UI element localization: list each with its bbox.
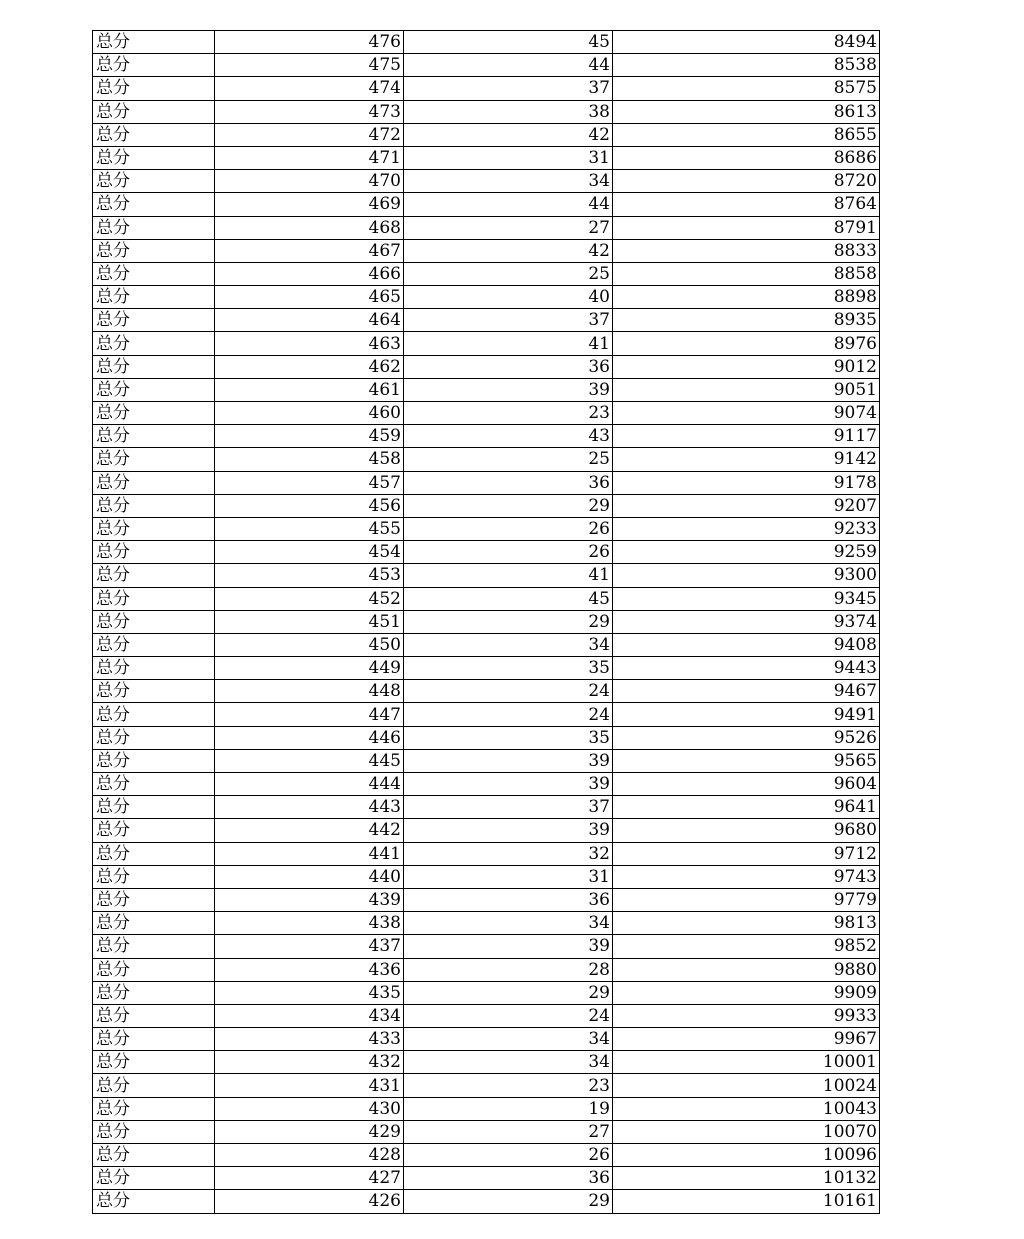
table-row — [93, 402, 880, 425]
count-cell: 44 — [404, 54, 613, 77]
table-row — [93, 309, 880, 332]
count-cell: 32 — [404, 842, 613, 865]
table-row — [93, 564, 880, 587]
category-cell: 总分 — [93, 448, 215, 471]
category-cell: 总分 — [93, 610, 215, 633]
table-row — [93, 1028, 880, 1051]
score-cell: 476 — [215, 31, 404, 54]
count-cell: 29 — [404, 981, 613, 1004]
count-cell: 29 — [404, 1190, 613, 1213]
cumulative-count-cell: 10096 — [613, 1144, 880, 1167]
score-cell: 468 — [215, 216, 404, 239]
count-cell: 36 — [404, 355, 613, 378]
cumulative-count-cell: 9779 — [613, 888, 880, 911]
category-cell: 总分 — [93, 355, 215, 378]
cumulative-count-cell: 9743 — [613, 865, 880, 888]
table-row — [93, 471, 880, 494]
score-table-body — [93, 31, 880, 1214]
category-cell: 总分 — [93, 564, 215, 587]
cumulative-count-cell: 9933 — [613, 1004, 880, 1027]
table-row — [93, 100, 880, 123]
table-row — [93, 703, 880, 726]
table-row — [93, 448, 880, 471]
cumulative-count-cell: 10161 — [613, 1190, 880, 1213]
cumulative-count-cell: 9604 — [613, 773, 880, 796]
score-cell: 438 — [215, 912, 404, 935]
count-cell: 35 — [404, 657, 613, 680]
score-cell: 439 — [215, 888, 404, 911]
count-cell: 34 — [404, 633, 613, 656]
table-row — [93, 633, 880, 656]
cumulative-count-cell: 8935 — [613, 309, 880, 332]
cumulative-count-cell: 8833 — [613, 239, 880, 262]
cumulative-count-cell: 8494 — [613, 31, 880, 54]
count-cell: 42 — [404, 239, 613, 262]
count-cell: 37 — [404, 796, 613, 819]
score-cell: 444 — [215, 773, 404, 796]
table-row — [93, 239, 880, 262]
category-cell: 总分 — [93, 517, 215, 540]
table-row — [93, 1097, 880, 1120]
score-cell: 436 — [215, 958, 404, 981]
score-cell: 441 — [215, 842, 404, 865]
table-row — [93, 123, 880, 146]
score-cell: 472 — [215, 123, 404, 146]
category-cell: 总分 — [93, 981, 215, 1004]
cumulative-count-cell: 9117 — [613, 425, 880, 448]
score-cell: 433 — [215, 1028, 404, 1051]
count-cell: 42 — [404, 123, 613, 146]
table-row — [93, 170, 880, 193]
category-cell: 总分 — [93, 193, 215, 216]
score-cell: 456 — [215, 494, 404, 517]
table-row — [93, 494, 880, 517]
count-cell: 38 — [404, 100, 613, 123]
count-cell: 26 — [404, 517, 613, 540]
category-cell: 总分 — [93, 1004, 215, 1027]
score-cell: 448 — [215, 680, 404, 703]
score-cell: 463 — [215, 332, 404, 355]
score-cell: 449 — [215, 657, 404, 680]
category-cell: 总分 — [93, 309, 215, 332]
cumulative-count-cell: 9443 — [613, 657, 880, 680]
score-cell: 455 — [215, 517, 404, 540]
count-cell: 23 — [404, 402, 613, 425]
score-cell: 473 — [215, 100, 404, 123]
category-cell: 总分 — [93, 146, 215, 169]
cumulative-count-cell: 9813 — [613, 912, 880, 935]
category-cell: 总分 — [93, 123, 215, 146]
count-cell: 43 — [404, 425, 613, 448]
category-cell: 总分 — [93, 865, 215, 888]
count-cell: 37 — [404, 77, 613, 100]
table-row — [93, 378, 880, 401]
category-cell: 总分 — [93, 471, 215, 494]
cumulative-count-cell: 9641 — [613, 796, 880, 819]
cumulative-count-cell: 9233 — [613, 517, 880, 540]
count-cell: 34 — [404, 912, 613, 935]
cumulative-count-cell: 9074 — [613, 402, 880, 425]
table-row — [93, 193, 880, 216]
count-cell: 41 — [404, 564, 613, 587]
category-cell: 总分 — [93, 633, 215, 656]
score-cell: 429 — [215, 1120, 404, 1143]
count-cell: 25 — [404, 448, 613, 471]
cumulative-count-cell: 10043 — [613, 1097, 880, 1120]
category-cell: 总分 — [93, 726, 215, 749]
category-cell: 总分 — [93, 657, 215, 680]
category-cell: 总分 — [93, 888, 215, 911]
category-cell: 总分 — [93, 332, 215, 355]
count-cell: 39 — [404, 819, 613, 842]
score-cell: 446 — [215, 726, 404, 749]
score-cell: 428 — [215, 1144, 404, 1167]
score-cell: 458 — [215, 448, 404, 471]
count-cell: 24 — [404, 680, 613, 703]
table-row — [93, 1120, 880, 1143]
category-cell: 总分 — [93, 170, 215, 193]
cumulative-count-cell: 8538 — [613, 54, 880, 77]
score-cell: 454 — [215, 541, 404, 564]
table-row — [93, 842, 880, 865]
cumulative-count-cell: 9345 — [613, 587, 880, 610]
table-row — [93, 1144, 880, 1167]
count-cell: 39 — [404, 378, 613, 401]
cumulative-count-cell: 9051 — [613, 378, 880, 401]
table-row — [93, 610, 880, 633]
count-cell: 24 — [404, 1004, 613, 1027]
table-row — [93, 332, 880, 355]
category-cell: 总分 — [93, 216, 215, 239]
cumulative-count-cell: 9300 — [613, 564, 880, 587]
cumulative-count-cell: 9565 — [613, 749, 880, 772]
score-cell: 445 — [215, 749, 404, 772]
score-cell: 442 — [215, 819, 404, 842]
score-cell: 475 — [215, 54, 404, 77]
score-cell: 471 — [215, 146, 404, 169]
category-cell: 总分 — [93, 912, 215, 935]
category-cell: 总分 — [93, 680, 215, 703]
score-cell: 470 — [215, 170, 404, 193]
count-cell: 31 — [404, 865, 613, 888]
score-distribution-table — [92, 30, 880, 1214]
table-row — [93, 796, 880, 819]
score-cell: 447 — [215, 703, 404, 726]
cumulative-count-cell: 10001 — [613, 1051, 880, 1074]
table-row — [93, 912, 880, 935]
cumulative-count-cell: 9852 — [613, 935, 880, 958]
count-cell: 45 — [404, 587, 613, 610]
count-cell: 19 — [404, 1097, 613, 1120]
category-cell: 总分 — [93, 1190, 215, 1213]
cumulative-count-cell: 9909 — [613, 981, 880, 1004]
count-cell: 34 — [404, 170, 613, 193]
category-cell: 总分 — [93, 239, 215, 262]
cumulative-count-cell: 8613 — [613, 100, 880, 123]
cumulative-count-cell: 9259 — [613, 541, 880, 564]
cumulative-count-cell: 10070 — [613, 1120, 880, 1143]
score-cell: 452 — [215, 587, 404, 610]
category-cell: 总分 — [93, 935, 215, 958]
category-cell: 总分 — [93, 1051, 215, 1074]
category-cell: 总分 — [93, 1120, 215, 1143]
category-cell: 总分 — [93, 1074, 215, 1097]
table-row — [93, 657, 880, 680]
table-row — [93, 31, 880, 54]
score-cell: 440 — [215, 865, 404, 888]
table-row — [93, 981, 880, 1004]
score-cell: 426 — [215, 1190, 404, 1213]
score-cell: 443 — [215, 796, 404, 819]
count-cell: 35 — [404, 726, 613, 749]
table-row — [93, 216, 880, 239]
score-cell: 432 — [215, 1051, 404, 1074]
count-cell: 27 — [404, 1120, 613, 1143]
count-cell: 27 — [404, 216, 613, 239]
category-cell: 总分 — [93, 1028, 215, 1051]
category-cell: 总分 — [93, 77, 215, 100]
cumulative-count-cell: 8976 — [613, 332, 880, 355]
cumulative-count-cell: 9680 — [613, 819, 880, 842]
count-cell: 24 — [404, 703, 613, 726]
count-cell: 39 — [404, 935, 613, 958]
count-cell: 26 — [404, 541, 613, 564]
category-cell: 总分 — [93, 31, 215, 54]
category-cell: 总分 — [93, 796, 215, 819]
cumulative-count-cell: 9712 — [613, 842, 880, 865]
count-cell: 34 — [404, 1051, 613, 1074]
category-cell: 总分 — [93, 819, 215, 842]
count-cell: 36 — [404, 888, 613, 911]
count-cell: 31 — [404, 146, 613, 169]
cumulative-count-cell: 9374 — [613, 610, 880, 633]
score-cell: 435 — [215, 981, 404, 1004]
cumulative-count-cell: 9491 — [613, 703, 880, 726]
count-cell: 37 — [404, 309, 613, 332]
category-cell: 总分 — [93, 773, 215, 796]
category-cell: 总分 — [93, 958, 215, 981]
table-row — [93, 54, 880, 77]
score-cell: 469 — [215, 193, 404, 216]
count-cell: 25 — [404, 262, 613, 285]
count-cell: 26 — [404, 1144, 613, 1167]
cumulative-count-cell: 9880 — [613, 958, 880, 981]
table-row — [93, 1004, 880, 1027]
count-cell: 39 — [404, 773, 613, 796]
count-cell: 29 — [404, 494, 613, 517]
category-cell: 总分 — [93, 378, 215, 401]
table-row — [93, 1051, 880, 1074]
table-row — [93, 958, 880, 981]
category-cell: 总分 — [93, 541, 215, 564]
table-row — [93, 935, 880, 958]
category-cell: 总分 — [93, 1167, 215, 1190]
table-row — [93, 517, 880, 540]
score-cell: 464 — [215, 309, 404, 332]
count-cell: 44 — [404, 193, 613, 216]
category-cell: 总分 — [93, 587, 215, 610]
cumulative-count-cell: 8655 — [613, 123, 880, 146]
cumulative-count-cell: 8858 — [613, 262, 880, 285]
score-cell: 461 — [215, 378, 404, 401]
count-cell: 34 — [404, 1028, 613, 1051]
category-cell: 总分 — [93, 54, 215, 77]
category-cell: 总分 — [93, 100, 215, 123]
table-row — [93, 146, 880, 169]
count-cell: 28 — [404, 958, 613, 981]
table-row — [93, 1190, 880, 1213]
cumulative-count-cell: 9967 — [613, 1028, 880, 1051]
category-cell: 总分 — [93, 402, 215, 425]
category-cell: 总分 — [93, 494, 215, 517]
score-cell: 430 — [215, 1097, 404, 1120]
table-row — [93, 773, 880, 796]
cumulative-count-cell: 8720 — [613, 170, 880, 193]
category-cell: 总分 — [93, 1097, 215, 1120]
table-row — [93, 355, 880, 378]
count-cell: 36 — [404, 1167, 613, 1190]
score-cell: 457 — [215, 471, 404, 494]
cumulative-count-cell: 9526 — [613, 726, 880, 749]
score-cell: 453 — [215, 564, 404, 587]
count-cell: 39 — [404, 749, 613, 772]
score-cell: 451 — [215, 610, 404, 633]
score-cell: 466 — [215, 262, 404, 285]
score-cell: 434 — [215, 1004, 404, 1027]
category-cell: 总分 — [93, 286, 215, 309]
cumulative-count-cell: 9207 — [613, 494, 880, 517]
category-cell: 总分 — [93, 425, 215, 448]
table-row — [93, 726, 880, 749]
cumulative-count-cell: 8686 — [613, 146, 880, 169]
score-cell: 431 — [215, 1074, 404, 1097]
cumulative-count-cell: 10024 — [613, 1074, 880, 1097]
cumulative-count-cell: 8898 — [613, 286, 880, 309]
table-row — [93, 865, 880, 888]
score-cell: 474 — [215, 77, 404, 100]
table-row — [93, 262, 880, 285]
cumulative-count-cell: 9012 — [613, 355, 880, 378]
category-cell: 总分 — [93, 703, 215, 726]
count-cell: 45 — [404, 31, 613, 54]
table-row — [93, 888, 880, 911]
table-row — [93, 286, 880, 309]
score-cell: 462 — [215, 355, 404, 378]
table-row — [93, 819, 880, 842]
category-cell: 总分 — [93, 262, 215, 285]
score-cell: 450 — [215, 633, 404, 656]
table-row — [93, 1167, 880, 1190]
cumulative-count-cell: 9467 — [613, 680, 880, 703]
count-cell: 36 — [404, 471, 613, 494]
table-row — [93, 425, 880, 448]
cumulative-count-cell: 8791 — [613, 216, 880, 239]
count-cell: 29 — [404, 610, 613, 633]
category-cell: 总分 — [93, 1144, 215, 1167]
score-cell: 460 — [215, 402, 404, 425]
category-cell: 总分 — [93, 749, 215, 772]
table-row — [93, 1074, 880, 1097]
cumulative-count-cell: 9408 — [613, 633, 880, 656]
count-cell: 40 — [404, 286, 613, 309]
table-row — [93, 541, 880, 564]
table-row — [93, 749, 880, 772]
cumulative-count-cell: 8764 — [613, 193, 880, 216]
cumulative-count-cell: 9142 — [613, 448, 880, 471]
table-row — [93, 77, 880, 100]
score-cell: 459 — [215, 425, 404, 448]
score-cell: 427 — [215, 1167, 404, 1190]
cumulative-count-cell: 9178 — [613, 471, 880, 494]
count-cell: 23 — [404, 1074, 613, 1097]
score-cell: 437 — [215, 935, 404, 958]
table-row — [93, 680, 880, 703]
score-cell: 465 — [215, 286, 404, 309]
table-row — [93, 587, 880, 610]
category-cell: 总分 — [93, 842, 215, 865]
score-cell: 467 — [215, 239, 404, 262]
cumulative-count-cell: 10132 — [613, 1167, 880, 1190]
cumulative-count-cell: 8575 — [613, 77, 880, 100]
count-cell: 41 — [404, 332, 613, 355]
